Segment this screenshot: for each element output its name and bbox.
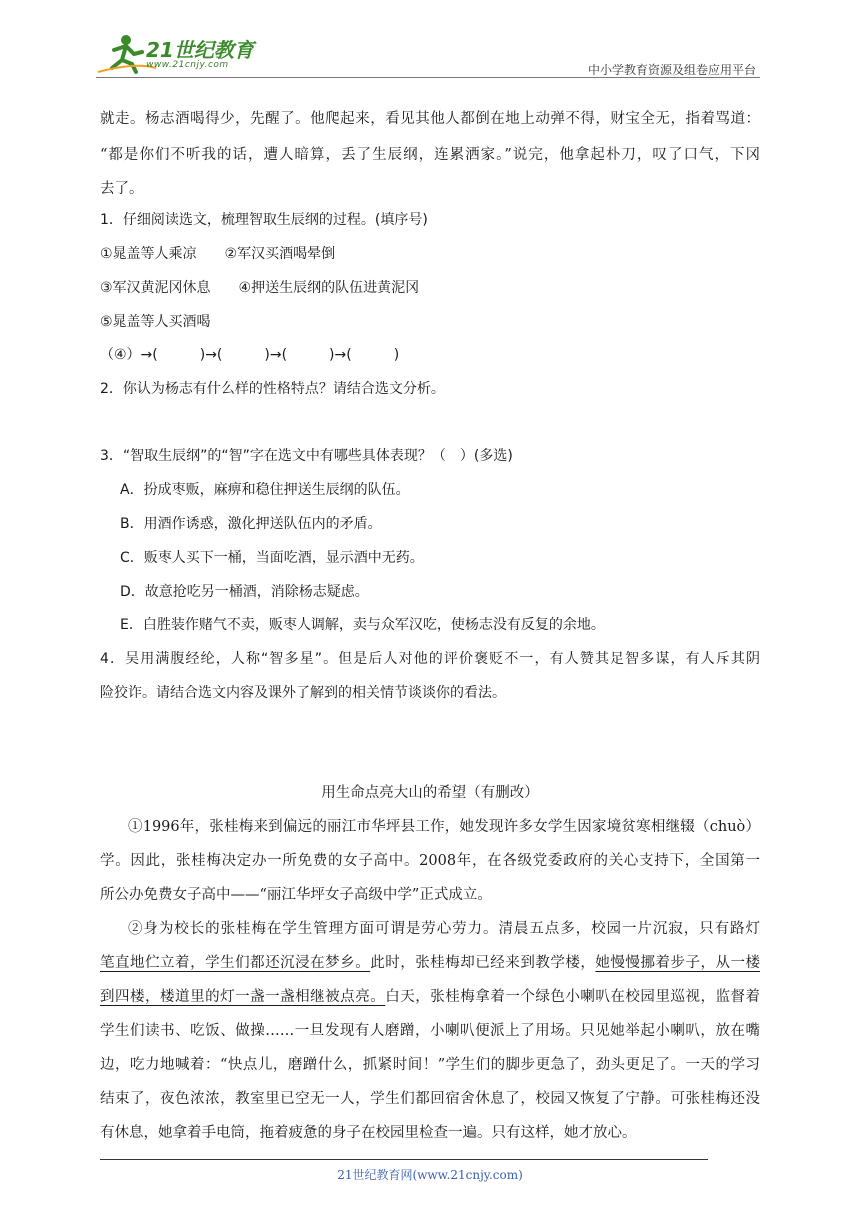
article-p2-line-7: 有休息，她拿着手电筒，拖着疲惫的身子在校园里检查一遍。只有这样，她才放心。 — [100, 1125, 637, 1141]
underlined-phrase: 她慢慢挪着步子，从一楼 — [595, 955, 761, 971]
question-3-option-c: C．贩枣人买下一桶，当面吃酒，显示酒中无药。 — [120, 550, 424, 566]
page-header — [96, 30, 760, 78]
article-title: 用生命点亮大山的希望（有删改） — [321, 785, 539, 801]
svg-text:21世纪教育: 21世纪教育 — [146, 38, 254, 62]
passage-line-3: 去了。 — [100, 181, 144, 197]
article-p1-line-3: 所公办免费女子高中——“丽江华坪女子高级中学”正式成立。 — [100, 887, 492, 903]
underlined-phrase: 到四楼，楼道里的灯一盏一盏相继被点亮。 — [100, 989, 386, 1005]
article-p2-line-5: 边，吃力地喊着：“快点儿，磨蹭什么，抓紧时间！”学生们的脚步更急了，劲头更足了。一天的学习 — [100, 1057, 760, 1073]
article-p2-line-1: ②身为校长的张桂梅在学生管理方面可谓是劳心劳力。清晨五点多，校园一片沉寂，只有路灯 — [128, 921, 760, 937]
question-4-line-2: 险狡诈。请结合选文内容及课外了解到的相关情节谈谈你的看法。 — [100, 685, 506, 701]
article-p2-line-4: 学生们读书、吃饭、做操……一旦发现有人磨蹭，小喇叭便派上了用场。只见她举起小喇叭，放在嘴 — [100, 1023, 760, 1039]
logo-url: www.21cnjy.com — [146, 60, 229, 70]
question-4-line-1: 4．吴用满腹经纶，人称“智多星”。但是后人对他的评价褒贬不一，有人赞其足智多谋，有人斥其阴 — [100, 651, 760, 667]
article-p2-line-6: 结束了，夜色浓浓，教室里已空无一人，学生们都回宿舍休息了，校园又恢复了宁静。可张桂梅还没 — [100, 1091, 760, 1107]
question-2: 2．你认为杨志有什么样的性格特点？请结合选文分析。 — [100, 381, 445, 397]
platform-name: 中小学教育资源及组卷应用平台 — [587, 63, 756, 77]
question-3: 3．“智取生辰纲”的“智”字在选文中有哪些具体表现？（ ）(多选) — [100, 448, 513, 464]
question-3-option-a: A．扮成枣贩，麻痹和稳住押送生辰纲的队伍。 — [120, 482, 410, 498]
question-1-options-row-3: ⑤晁盖等人买酒喝 — [100, 314, 211, 330]
question-3-option-d: D．故意抢吃另一桶酒，消除杨志疑虑。 — [120, 584, 369, 600]
underlined-phrase: 笔直地伫立着，学生们都还沉浸在梦乡。 — [100, 955, 371, 971]
header-divider — [96, 77, 760, 78]
question-1-options-row-1: ①晁盖等人乘凉 ②军汉买酒喝晕倒 — [100, 246, 336, 262]
question-1: 1．仔细阅读选文，梳理智取生辰纲的过程。(填序号) — [100, 212, 428, 228]
question-1-options-row-2: ③军汉黄泥冈休息 ④押送生辰纲的队伍进黄泥冈 — [100, 280, 420, 296]
footer-link[interactable]: 21世纪教育网(www.21cnjy.com) — [337, 1168, 523, 1182]
article-p1-line-2: 学。因此，张桂梅决定办一所免费的女子高中。2008年，在各级党委政府的关心支持下，全国第一 — [100, 853, 760, 869]
article-p2-line-3: 到四楼，楼道里的灯一盏一盏相继被点亮。白天，张桂梅拿着一个绿色小喇叭在校园里巡视，监督着 — [100, 989, 761, 1005]
passage-line-1: 就走。杨志酒喝得少，先醒了。他爬起来，看见其他人都倒在地上动弹不得，财宝全无，指着骂道： — [100, 111, 760, 127]
passage-line-2: “都是你们不听我的话，遭人暗算，丢了生辰纲，连累洒家。”说完，他拿起朴刀，叹了口气，下冈 — [100, 147, 760, 163]
question-1-sequence: （④）→( )→( )→( )→( ) — [100, 347, 400, 363]
question-3-option-e: E．白胜装作赌气不卖，贩枣人调解，卖与众军汉吃，使杨志没有反复的余地。 — [120, 617, 605, 633]
article-p1-line-1: ①1996年，张桂梅来到偏远的丽江市华坪县工作，她发现许多女学生因家境贫寒相继辍（chuò） — [128, 819, 760, 835]
footer-divider — [100, 1159, 708, 1160]
question-3-option-b: B．用酒作诱惑，激化押送队伍内的矛盾。 — [120, 516, 382, 532]
article-p2-line-2: 笔直地伫立着，学生们都还沉浸在梦乡。此时，张桂梅却已经来到教学楼，她慢慢挪着步子，从一楼 — [100, 955, 761, 971]
